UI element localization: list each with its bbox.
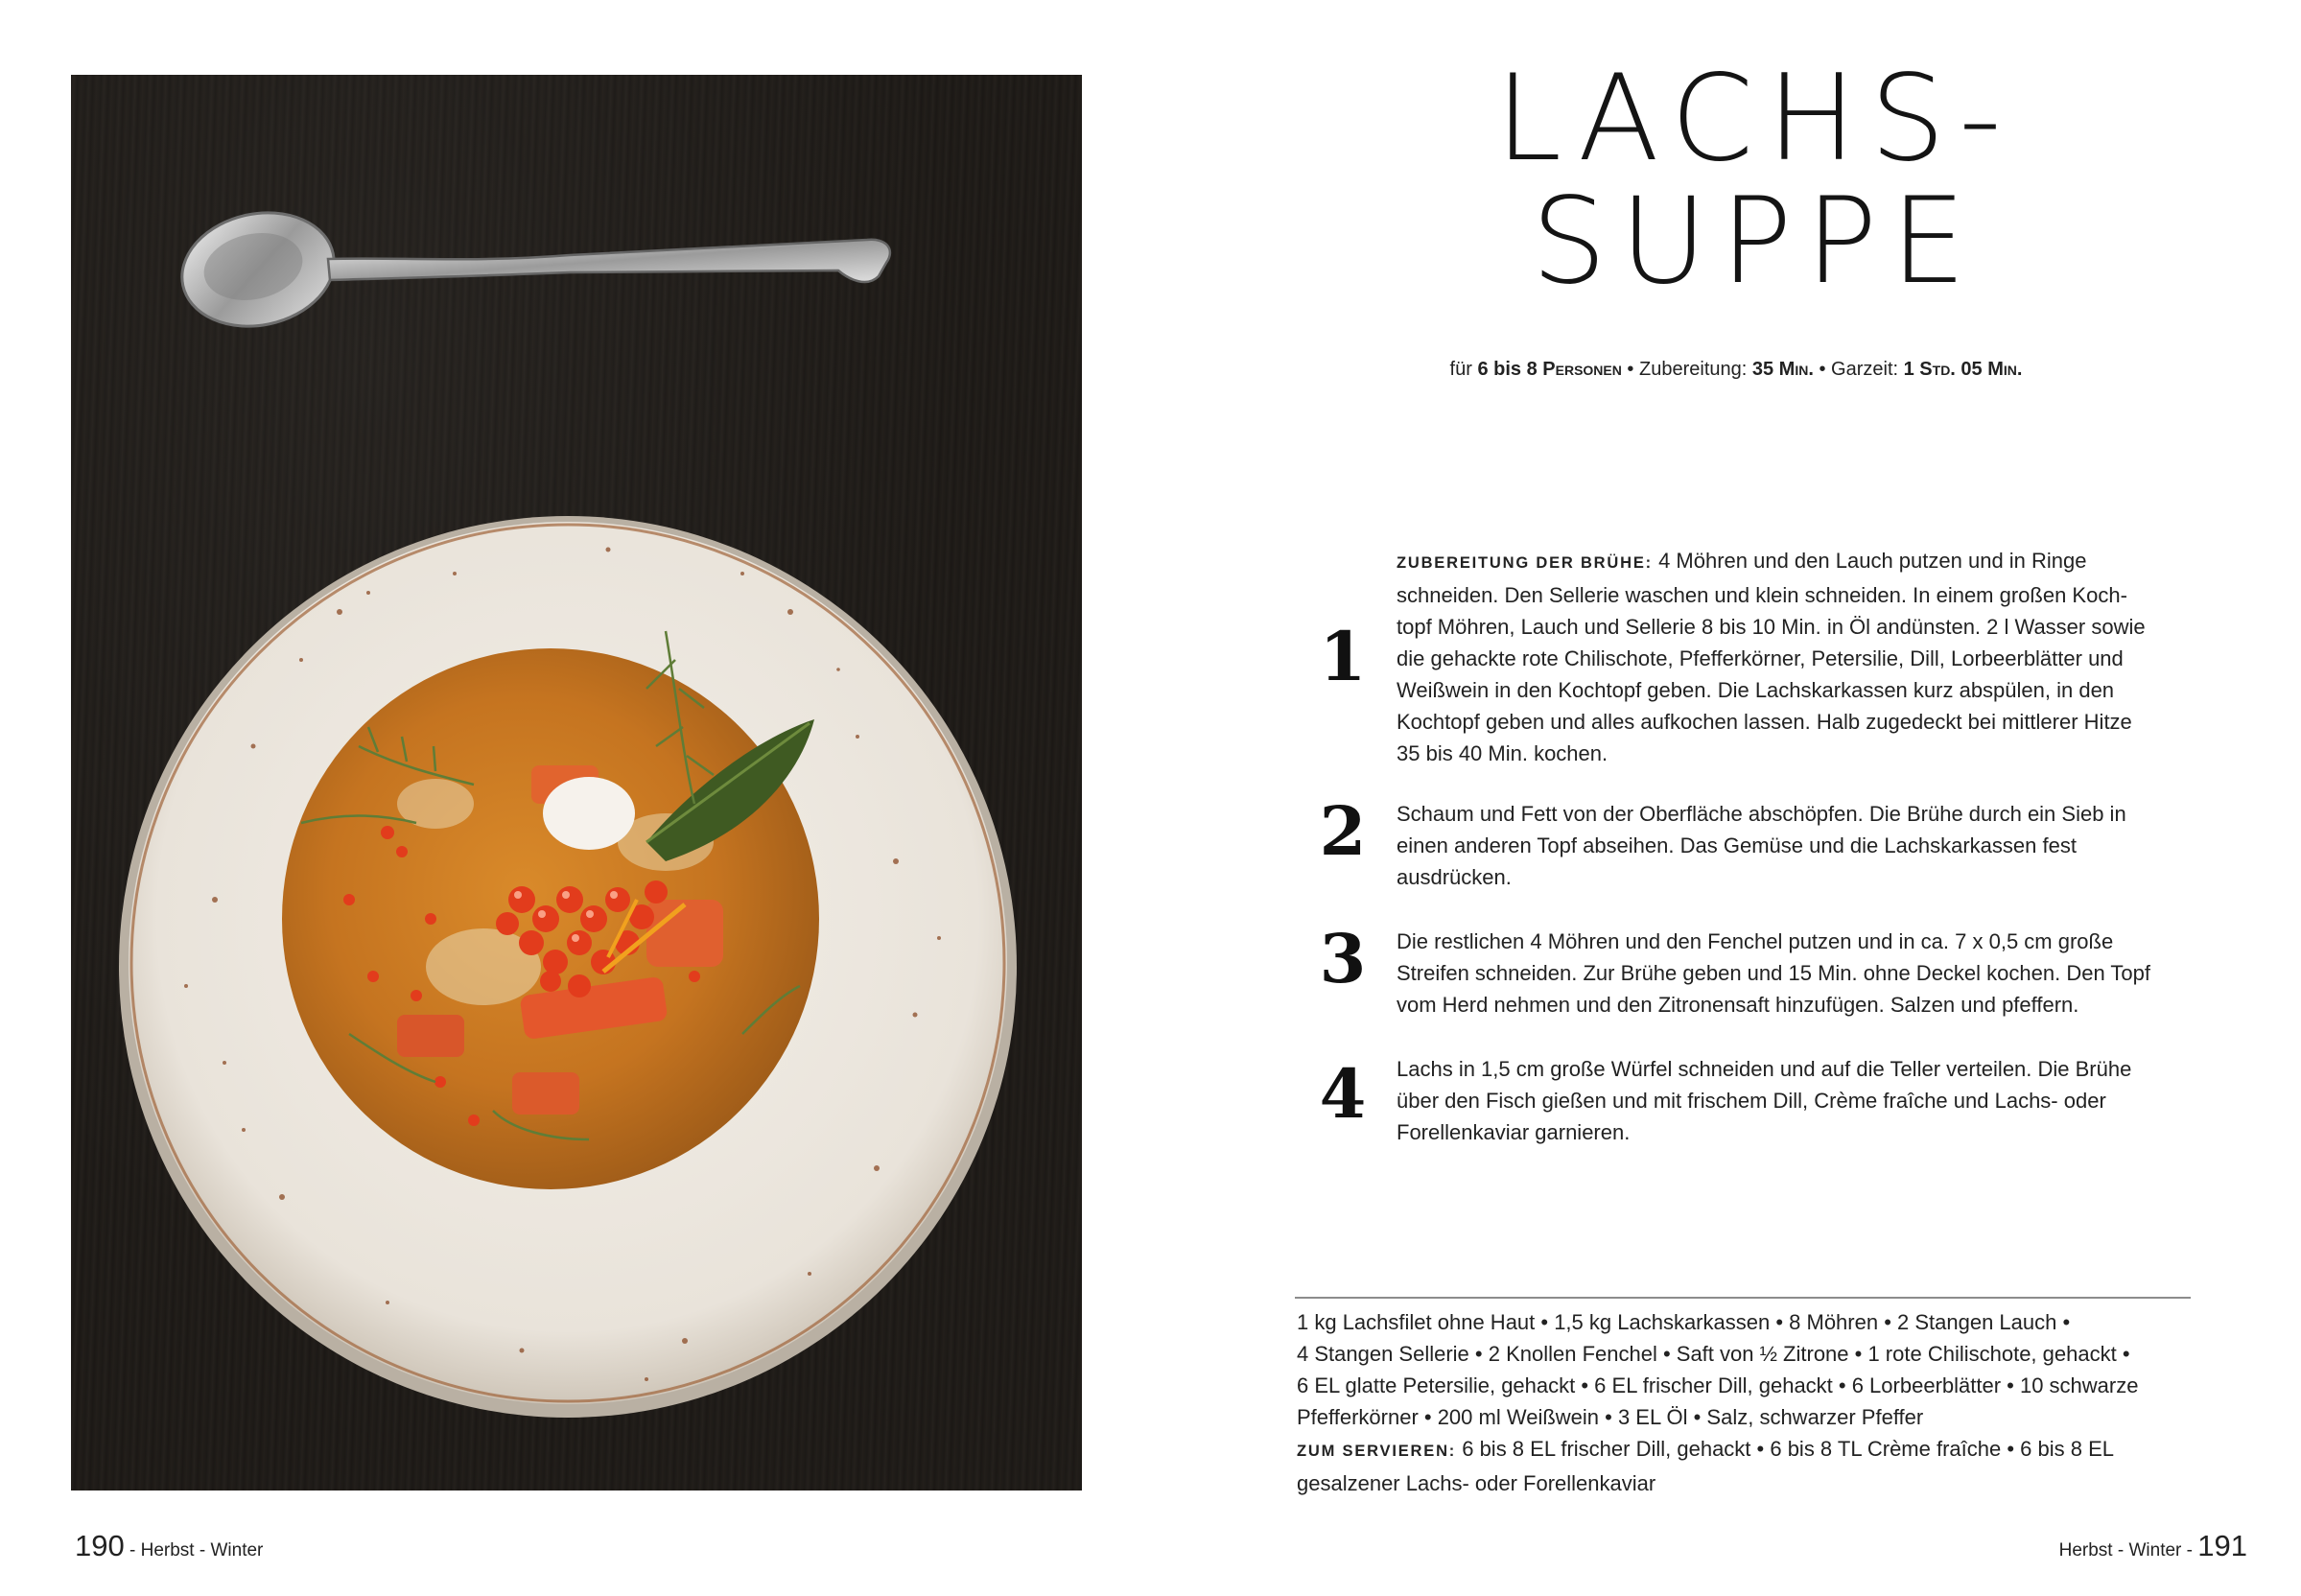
page-number: 190 (75, 1529, 125, 1562)
step-text (1397, 545, 2193, 769)
step-number: 2 (1319, 791, 1367, 871)
ingredients-line: 6 EL glatte Petersilie, gehackt • 6 EL frischer Dill, gehackt • 6 Lorbeerblätter • 10 schwarze (1297, 1373, 2139, 1397)
step-text (1397, 926, 2193, 1021)
step-line: ZUBEREITUNG DER BRÜHE: 4 Möhren und den Lauch putzen und in Ringe (1397, 549, 2087, 573)
step-number: 4 (1319, 1054, 1367, 1134)
folio-right (2059, 1529, 2247, 1563)
step-line: Schaum und Fett von der Oberfläche abschöpfen. Die Brühe durch ein Sieb in (1397, 802, 2126, 826)
meta-cook-label: Garzeit: (1831, 359, 1899, 380)
ingredients-line: gesalzener Lachs- oder Forellenkaviar (1297, 1471, 1656, 1495)
step-line: über den Fisch gießen und mit frischem Dill, Crème fraîche und Lachs- oder (1397, 1089, 2106, 1113)
meta-for: für (1449, 359, 1472, 380)
step-line: Forellenkaviar garnieren. (1397, 1120, 1631, 1144)
step-number: 1 (1319, 617, 1367, 696)
ingredients-line: 4 Stangen Sellerie • 2 Knollen Fenchel • Saft von ½ Zitrone • 1 rote Chilischote, gehackt • (1297, 1342, 2130, 1366)
recipe-title (1420, 50, 2091, 311)
spoon (172, 200, 890, 340)
ingredients-line: 1 kg Lachsfilet ohne Haut • 1,5 kg Lachskarkassen • 8 Möhren • 2 Stangen Lauch • (1297, 1310, 2071, 1334)
meta-servings-unit: Personen (1542, 359, 1622, 380)
folio-left (75, 1529, 263, 1563)
step-number: 3 (1319, 919, 1367, 998)
step-line: die gehackte rote Chilischote, Pfefferkörner, Petersilie, Dill, Lorbeerblätter und (1397, 646, 2124, 670)
ingredients-line: Pfefferkörner • 200 ml Weißwein • 3 EL Öl • Salz, schwarzer Pfeffer (1297, 1405, 1924, 1429)
ingredients-line: ZUM SERVIEREN: 6 bis 8 EL frischer Dill, gehackt • 6 bis 8 TL Crème fraîche • 6 bis 8 EL (1297, 1437, 2114, 1461)
step-line: schneiden. Den Sellerie waschen und klein schneiden. In einem großen Koch- (1397, 583, 2127, 607)
step-line: vom Herd nehmen und den Zitronensaft hinzufügen. Salzen und pfeffern. (1397, 993, 2079, 1017)
step-line: topf Möhren, Lauch und Sellerie 8 bis 10 Min. in Öl andünsten. 2 l Wasser sowie (1397, 615, 2146, 639)
meta-prep-label: Zubereitung: (1639, 359, 1748, 380)
meta-servings: 6 bis 8 (1477, 359, 1538, 380)
meta-separator: • (1627, 359, 1634, 380)
ingredients-divider (1295, 1297, 2191, 1299)
step-line: Streifen schneiden. Zur Brühe geben und 15 Min. ohne Deckel kochen. Den Topf (1397, 961, 2150, 985)
title-line-2: SUPPE (1531, 173, 1980, 311)
step-text (1397, 798, 2193, 893)
folio-section: Herbst - Winter - (2058, 1540, 2193, 1561)
title-line-1: LACHS- (1495, 50, 2015, 188)
soup-photo (71, 75, 1082, 1490)
meta-cook-value: 1 Std. 05 Min. (1903, 359, 2023, 380)
step-line: ausdrücken. (1397, 865, 1512, 889)
recipe-meta (1151, 359, 2301, 381)
meta-separator: • (1819, 359, 1826, 380)
step-text (1397, 1053, 2193, 1148)
step-line: Weißwein in den Kochtopf geben. Die Lachskarkassen kurz abspülen, in den (1397, 678, 2115, 702)
page-number: 191 (2197, 1529, 2247, 1562)
meta-prep-value: 35 Min. (1751, 359, 1814, 380)
step-line: Kochtopf geben und alles aufkochen lassen. Halb zugedeckt bei mittlerer Hitze (1397, 710, 2132, 734)
step-line: einen anderen Topf abseihen. Das Gemüse und die Lachskarkassen fest (1397, 833, 2077, 857)
folio-section: - Herbst - Winter (129, 1540, 264, 1561)
step-line: 35 bis 40 Min. kochen. (1397, 741, 1608, 765)
step-line: Die restlichen 4 Möhren und den Fenchel putzen und in ca. 7 x 0,5 cm große (1397, 929, 2114, 953)
serving-label: ZUM SERVIEREN: (1297, 1443, 1457, 1460)
step-line: Lachs in 1,5 cm große Würfel schneiden und auf die Teller verteilen. Die Brühe (1397, 1057, 2132, 1081)
ingredients-list (1297, 1306, 2174, 1499)
step-label: ZUBEREITUNG DER BRÜHE: (1397, 554, 1653, 572)
